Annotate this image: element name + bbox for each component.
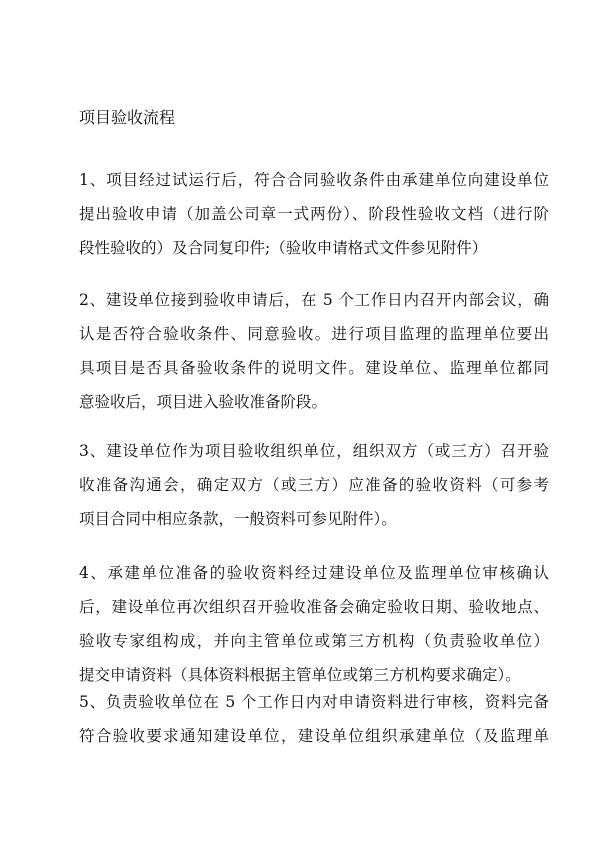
- paragraph-line: 后，建设单位再次组织召开验收准备会确定验收日期、验收地点、: [79, 598, 549, 616]
- paragraph-5: [79, 685, 549, 753]
- paragraph-line: 提交申请资料（具体资料根据主管单位或第三方机构要求确定）。: [79, 666, 521, 684]
- paragraph-line: 项目合同中相应条款，一般资料可参见附件）。: [79, 510, 397, 528]
- paragraph-line: 2、建设单位接到验收申请后，在 5 个工作日内召开内部会议，确: [79, 291, 549, 309]
- paragraph-3: [79, 434, 549, 536]
- paragraph-line: 提出验收申请（加盖公司章一式两份）、阶段性验收文档（进行阶: [79, 205, 549, 223]
- paragraph-line: 4、承建单位准备的验收资料经过建设单位及监理单位审核确认: [79, 564, 549, 582]
- paragraph-1: [79, 163, 549, 265]
- paragraph-line: 意验收后，项目进入验收准备阶段。: [79, 393, 328, 411]
- paragraph-line: 具项目是否具备验收条件的说明文件。建设单位、监理单位都同: [79, 359, 549, 377]
- paragraph-line: 验收专家组构成，并向主管单位或第三方机构（负责验收单位）: [79, 632, 549, 650]
- paragraph-line: 符合验收要求通知建设单位，建设单位组织承建单位（及监理单: [79, 727, 549, 745]
- paragraph-line: 1、项目经过试运行后，符合合同验收条件由承建单位向建设单位: [79, 171, 549, 189]
- paragraph-line: 3、建设单位作为项目验收组织单位，组织双方（或三方）召开验: [79, 442, 549, 460]
- paragraph-line: 5、负责验收单位在 5 个工作日内对申请资料进行审核，资料完备: [79, 693, 549, 711]
- paragraph-line: 收准备沟通会，确定双方（或三方）应准备的验收资料（可参考: [79, 476, 549, 494]
- paragraph-line: 认是否符合验收条件、同意验收。进行项目监理的监理单位要出: [79, 325, 549, 343]
- paragraph-2: [79, 283, 549, 419]
- paragraph-4: [79, 556, 549, 692]
- paragraph-line: 段性验收的）及合同复印件;（验收申请格式文件参见附件）: [79, 239, 488, 257]
- document-title: 项目验收流程: [79, 108, 176, 127]
